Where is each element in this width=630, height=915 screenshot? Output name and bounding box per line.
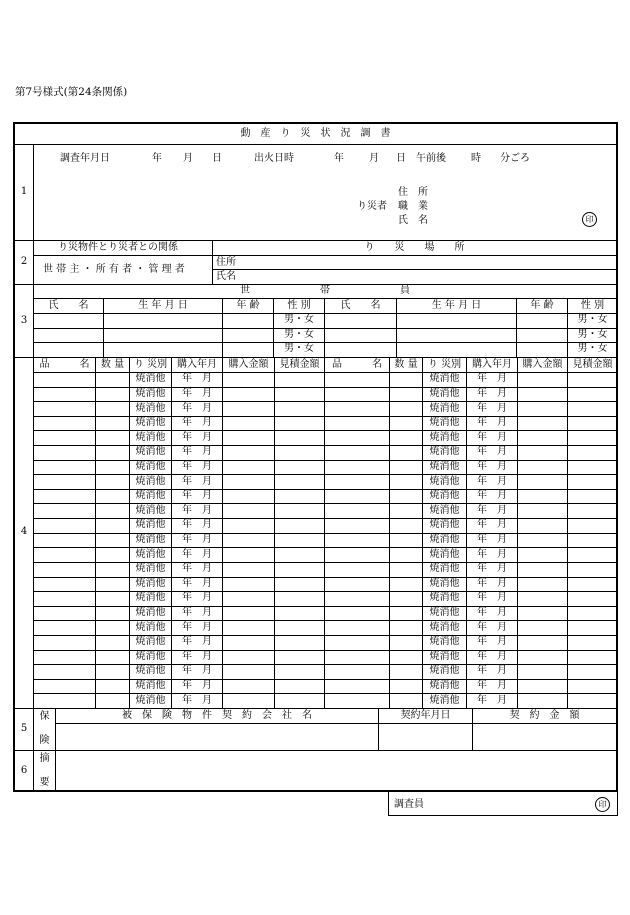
fire-ampm: 午前後 (416, 153, 446, 164)
damage-right-5: 焼消他 (429, 432, 460, 443)
inspector-seal: 印 (595, 797, 610, 812)
purchase-left-10: 年 月 (182, 505, 212, 516)
purchase-left-7: 年 月 (182, 461, 212, 472)
owner-name-label: 氏名 (216, 271, 236, 282)
survey-date-label: 調査年月日 (60, 153, 110, 164)
victim-seal: 印 (582, 212, 597, 227)
row-number-1: 1 (20, 186, 28, 197)
damage-left-9: 焼消他 (135, 490, 166, 501)
victim-name-label: 氏 名 (398, 215, 428, 226)
owner-address-label: 住所 (216, 257, 236, 268)
col-name-2: 氏 名 (340, 300, 381, 311)
purchase-right-17: 年 月 (477, 607, 507, 618)
purchase-right-8: 年 月 (477, 476, 507, 487)
damage-right-11: 焼消他 (429, 519, 460, 530)
form-frame (13, 122, 618, 792)
sex-choice-right-3: 男・女 (577, 343, 608, 354)
insurance-label: 保 険 (39, 711, 50, 746)
damage-right-18: 焼消他 (429, 622, 460, 633)
sex-choice-left-3: 男・女 (284, 343, 314, 354)
purchase-right-22: 年 月 (477, 680, 507, 691)
col-age: 年 齢 (236, 300, 260, 311)
col-age-2: 年 齢 (530, 300, 554, 311)
purchase-left-8: 年 月 (182, 476, 212, 487)
fire-month: 月 (369, 153, 379, 164)
sex-choice-left-2: 男・女 (284, 329, 314, 340)
col-estimate: 見積金額 (279, 359, 320, 370)
damage-right-6: 焼消他 (429, 446, 460, 457)
col-purchase-2: 購入年月 (472, 359, 512, 370)
purchase-right-20: 年 月 (477, 651, 507, 662)
col-damage-2: り 災別 (427, 359, 462, 370)
damage-right-13: 焼消他 (429, 549, 460, 560)
damage-left-14: 焼消他 (135, 563, 166, 574)
damage-left-18: 焼消他 (135, 622, 166, 633)
purchase-left-4: 年 月 (182, 417, 212, 428)
col-item-2: 品 名 (332, 359, 382, 370)
damage-right-21: 焼消他 (429, 665, 460, 676)
damage-left-15: 焼消他 (135, 578, 166, 589)
damage-left-19: 焼消他 (135, 636, 166, 647)
fire-minute: 分ごろ (500, 153, 530, 164)
victim-label: り災者 (357, 201, 387, 212)
damage-right-17: 焼消他 (429, 607, 460, 618)
purchase-left-12: 年 月 (182, 534, 212, 545)
purchase-left-22: 年 月 (182, 680, 212, 691)
row-number-2: 2 (20, 256, 28, 267)
purchase-right-4: 年 月 (477, 417, 507, 428)
sex-choice-left-1: 男・女 (284, 314, 314, 325)
purchase-right-5: 年 月 (477, 432, 507, 443)
purchase-left-11: 年 月 (182, 519, 212, 530)
purchase-right-23: 年 月 (477, 695, 507, 706)
purchase-left-3: 年 月 (182, 403, 212, 414)
damage-right-7: 焼消他 (429, 461, 460, 472)
purchase-left-18: 年 月 (182, 622, 212, 633)
purchase-left-20: 年 月 (182, 651, 212, 662)
purchase-right-6: 年 月 (477, 446, 507, 457)
purchase-left-9: 年 月 (182, 490, 212, 501)
damage-right-8: 焼消他 (429, 476, 460, 487)
purchase-right-3: 年 月 (477, 403, 507, 414)
purchase-right-14: 年 月 (477, 563, 507, 574)
col-sex-2: 性 別 (580, 300, 605, 311)
purchase-right-7: 年 月 (477, 461, 507, 472)
purchase-left-16: 年 月 (182, 592, 212, 603)
col-qty-2: 数 量 (394, 359, 418, 370)
damage-left-11: 焼消他 (135, 519, 166, 530)
col-item: 品 名 (39, 359, 90, 370)
col-price: 購入金額 (228, 359, 269, 370)
damage-left-4: 焼消他 (135, 417, 166, 428)
col-contract-date: 契約年月日 (400, 710, 451, 721)
col-contract-amount: 契 約 金 額 (509, 710, 580, 721)
row-number-5: 5 (20, 723, 28, 734)
damage-left-10: 焼消他 (135, 505, 166, 516)
damage-right-2: 焼消他 (429, 388, 460, 399)
purchase-right-15: 年 月 (477, 578, 507, 589)
survey-year: 年 (152, 153, 162, 164)
row-number-4: 4 (20, 526, 28, 537)
purchase-right-10: 年 月 (477, 505, 507, 516)
purchase-left-1: 年 月 (182, 373, 212, 384)
damage-right-10: 焼消他 (429, 505, 460, 516)
purchase-right-9: 年 月 (477, 490, 507, 501)
purchase-right-19: 年 月 (477, 636, 507, 647)
col-name: 氏 名 (48, 300, 89, 311)
damage-left-23: 焼消他 (135, 695, 166, 706)
purchase-left-6: 年 月 (182, 446, 212, 457)
damage-right-9: 焼消他 (429, 490, 460, 501)
damage-right-3: 焼消他 (429, 403, 460, 414)
purchase-left-2: 年 月 (182, 388, 212, 399)
relation-label: り災物件とり災者との関係 (58, 242, 178, 253)
purchase-left-5: 年 月 (182, 432, 212, 443)
damage-right-4: 焼消他 (429, 417, 460, 428)
damage-left-22: 焼消他 (135, 680, 166, 691)
damage-left-17: 焼消他 (135, 607, 166, 618)
purchase-left-19: 年 月 (182, 636, 212, 647)
sex-choice-right-1: 男・女 (577, 314, 608, 325)
damage-right-14: 焼消他 (429, 563, 460, 574)
damage-right-23: 焼消他 (429, 695, 460, 706)
damage-left-20: 焼消他 (135, 651, 166, 662)
damage-left-13: 焼消他 (135, 549, 166, 560)
purchase-right-11: 年 月 (477, 519, 507, 530)
disaster-place-label: り 災 場 所 (364, 242, 465, 253)
summary-label: 摘 要 (39, 753, 50, 788)
fire-day: 日 (396, 153, 406, 164)
damage-right-1: 焼消他 (429, 373, 460, 384)
document-title: 動 産 り 災 状 況 調 書 (240, 128, 391, 139)
damage-right-15: 焼消他 (429, 578, 460, 589)
survey-month: 月 (183, 153, 193, 164)
col-qty: 数 量 (100, 359, 125, 370)
col-birth-2: 生 年 月 日 (431, 300, 482, 311)
damage-left-12: 焼消他 (135, 534, 166, 545)
damage-left-1: 焼消他 (135, 373, 166, 384)
col-price-2: 購入金額 (522, 359, 563, 370)
damage-left-8: 焼消他 (135, 476, 166, 487)
damage-right-22: 焼消他 (429, 680, 460, 691)
purchase-right-16: 年 月 (477, 592, 507, 603)
victim-occupation-label: 職 業 (398, 201, 428, 212)
purchase-left-13: 年 月 (182, 549, 212, 560)
purchase-right-13: 年 月 (477, 549, 507, 560)
inspector-label: 調査員 (394, 799, 424, 810)
survey-day: 日 (212, 153, 222, 164)
damage-left-6: 焼消他 (135, 446, 166, 457)
col-damage: り 災別 (133, 359, 168, 370)
purchase-right-1: 年 月 (477, 373, 507, 384)
purchase-left-21: 年 月 (182, 665, 212, 676)
victim-address-label: 住 所 (398, 187, 428, 198)
purchase-right-18: 年 月 (477, 622, 507, 633)
damage-left-2: 焼消他 (135, 388, 166, 399)
damage-left-21: 焼消他 (135, 665, 166, 676)
purchase-right-2: 年 月 (477, 388, 507, 399)
col-purchase: 購入年月 (177, 359, 217, 370)
damage-left-7: 焼消他 (135, 461, 166, 472)
damage-left-5: 焼消他 (135, 432, 166, 443)
fire-hour: 時 (471, 153, 481, 164)
col-estimate-2: 見積金額 (572, 359, 613, 370)
col-insured: 被 保 険 物 件 契 約 会 社 名 (122, 710, 312, 721)
purchase-left-17: 年 月 (182, 607, 212, 618)
sex-choice-right-2: 男・女 (577, 329, 608, 340)
fire-year: 年 (334, 153, 344, 164)
purchase-left-15: 年 月 (182, 578, 212, 589)
purchase-right-21: 年 月 (477, 665, 507, 676)
damage-right-12: 焼消他 (429, 534, 460, 545)
damage-left-3: 焼消他 (135, 403, 166, 414)
damage-right-16: 焼消他 (429, 592, 460, 603)
row-number-3: 3 (20, 315, 28, 326)
col-birth: 生 年 月 日 (138, 300, 188, 311)
damage-right-19: 焼消他 (429, 636, 460, 647)
damage-right-20: 焼消他 (429, 651, 460, 662)
purchase-left-14: 年 月 (182, 563, 212, 574)
purchase-left-23: 年 月 (182, 695, 212, 706)
row-number-6: 6 (20, 765, 28, 776)
owner-label: 世 帯 主 ・ 所 有 者 ・ 管 理 者 (43, 264, 185, 275)
form-number: 第7号様式(第24条関係) (15, 86, 128, 98)
damage-left-16: 焼消他 (135, 592, 166, 603)
col-sex: 性 別 (287, 300, 311, 311)
fire-date-label: 出火日時 (254, 153, 294, 164)
purchase-right-12: 年 月 (477, 534, 507, 545)
household-label: 世 帯 員 (240, 285, 410, 296)
